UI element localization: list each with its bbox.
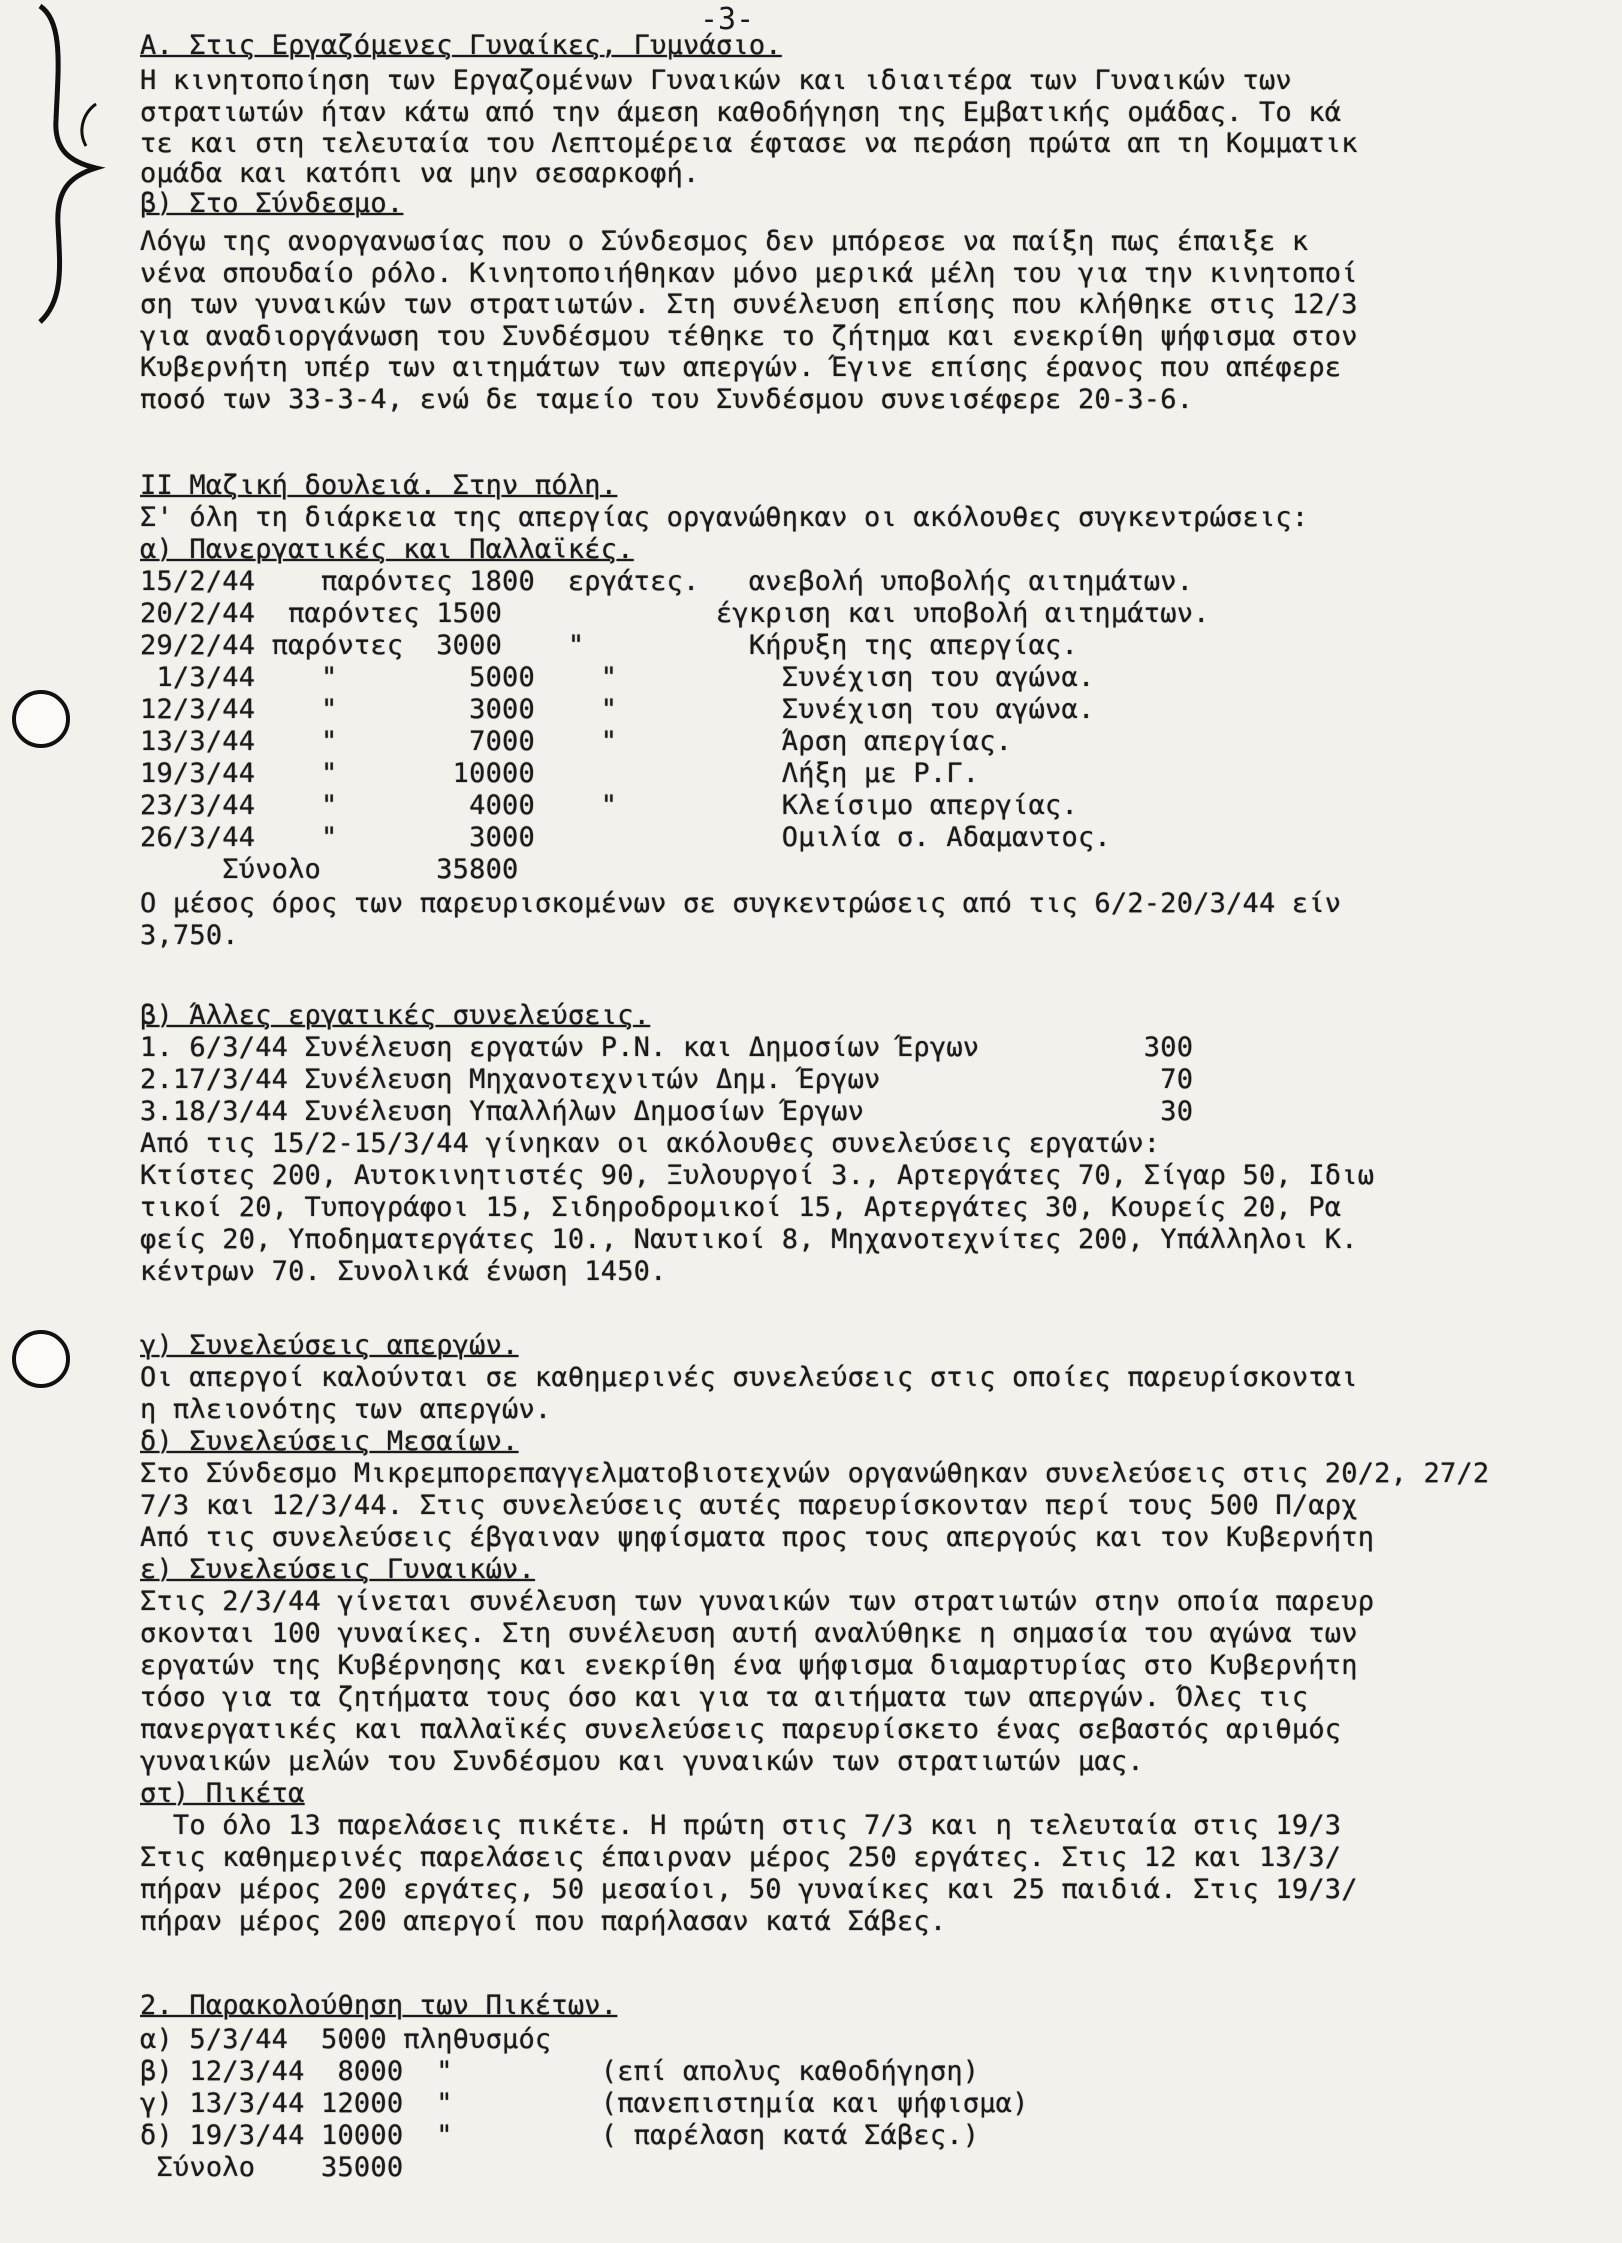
text-line: Στις 2/3/44 γίνεται συνέλευση των γυναικών των στρατιωτών στην οποία παρευρ xyxy=(140,1586,1375,1617)
text-line: ποσό των 33-3-4, ενώ δε ταμείο του Συνδέσμου συνεισέφερε 20-3-6. xyxy=(140,384,1194,415)
text-line: πανεργατικές και παλλαϊκές συνελεύσεις παρευρίσκετο ένας σεβαστός αριθμός xyxy=(140,1714,1342,1745)
text-line: φείς 20, Υποδηματεργάτες 10., Ναυτικοί 8, Μηχανοτεχνίτες 200, Υπάλληλοι Κ. xyxy=(140,1224,1358,1255)
text-line: 7/3 και 12/3/44. Στις συνελεύσεις αυτές παρευρίσκονταν περί τους 500 Π/αρχ xyxy=(140,1490,1358,1521)
text-line: τικοί 20, Τυπογράφοι 15, Σιδηροδρομικοί 15, Αρτεργάτες 30, Κουρείς 20, Ρα xyxy=(140,1192,1342,1223)
text-line: β) 12/3/44 8000 " (επί απολυς καθοδήγηση) xyxy=(140,2056,980,2087)
section-heading: β) Άλλες εργατικές συνελεύσεις. xyxy=(140,1000,651,1031)
text-line: 3,750. xyxy=(140,920,239,951)
text-line: νένα σπουδαίο ρόλο. Κινητοποιήθηκαν μόνο μερικά μέλη του για την κινητοποί xyxy=(140,258,1358,289)
text-line: Λόγω της ανοργανωσίας που ο Σύνδεσμος δεν μπόρεσε να παίξη πως έπαιξε κ xyxy=(140,226,1309,257)
text-line: Η κινητοποίηση των Εργαζομένων Γυναικών και ιδιαιτέρα των Γυναικών των xyxy=(140,65,1292,96)
text-line: πήραν μέρος 200 απεργοί που παρήλασαν κατά Σάβες. xyxy=(140,1906,947,1937)
text-line: για αναδιοργάνωση του Συνδέσμου τέθηκε το ζήτημα και ενεκρίθη ψήφισμα στον xyxy=(140,321,1358,352)
section-heading: στ) Πικέτα xyxy=(140,1778,305,1809)
text-line: 19/3/44 " 10000 Λήξη με Ρ.Γ. xyxy=(140,758,980,789)
text-line: 12/3/44 " 3000 " Συνέχιση του αγώνα. xyxy=(140,694,1095,725)
text-line: πήραν μέρος 200 εργάτες, 50 μεσαίοι, 50 γυναίκες και 25 παιδιά. Στις 19/3/ xyxy=(140,1874,1358,1905)
text-line: Το όλο 13 παρελάσεις πικέτε. Η πρώτη στις 7/3 και η τελευταία στις 19/3 xyxy=(140,1810,1342,1841)
section-heading: β) Στο Σύνδεσμο. xyxy=(140,188,404,219)
text-line: Κτίστες 200, Αυτοκινητιστές 90, Ξυλουργοί 3., Αρτεργάτες 70, Σίγαρ 50, Ιδιω xyxy=(140,1160,1375,1191)
page-number: -3- xyxy=(700,2,755,37)
text-line: στρατιωτών ήταν κάτω από την άμεση καθοδήγηση της Εμβατικής ομάδας. Το κά xyxy=(140,97,1342,128)
text-line: σκονται 100 γυναίκες. Στη συνέλευση αυτή αναλύθηκε η σημασία του αγώνα των xyxy=(140,1618,1358,1649)
section-heading: ε) Συνελεύσεις Γυναικών. xyxy=(140,1554,535,1585)
bracket-mark xyxy=(0,0,140,330)
text-line: Οι απεργοί καλούνται σε καθημερινές συνελεύσεις στις οποίες παρευρίσκονται xyxy=(140,1362,1358,1393)
text-line: α) 5/3/44 5000 πληθυσμός xyxy=(140,2024,552,2055)
section-heading: II Μαζική δουλειά. Στην πόλη. xyxy=(140,470,618,501)
text-line: Από τις 15/2-15/3/44 γίνηκαν οι ακόλουθες συνελεύσεις εργατών: xyxy=(140,1128,1161,1159)
text-line: Σ' όλη τη διάρκεια της απεργίας οργανώθηκαν οι ακόλουθες συγκεντρώσεις: xyxy=(140,502,1309,533)
section-heading: γ) Συνελεύσεις απεργών. xyxy=(140,1330,519,1361)
text-line: 3.18/3/44 Συνέλευση Υπαλλήλων Δημοσίων Έργων 30 xyxy=(140,1096,1194,1127)
section-heading: 2. Παρακολούθηση των Πικέτων. xyxy=(140,1990,618,2021)
text-line: κέντρων 70. Συνολικά ένωση 1450. xyxy=(140,1256,667,1287)
text-line: 13/3/44 " 7000 " Άρση απεργίας. xyxy=(140,726,1013,757)
punch-hole-top xyxy=(12,690,70,748)
text-line: γυναικών μελών του Συνδέσμου και γυναικών των στρατιωτών μας. xyxy=(140,1746,1144,1777)
text-line: 26/3/44 " 3000 Ομιλία σ. Αδαμαντος. xyxy=(140,822,1111,853)
text-line: η πλειονότης των απεργών. xyxy=(140,1394,552,1425)
text-line: εργατών της Κυβέρνησης και ενεκρίθη ένα ψήφισμα διαμαρτυρίας στο Κυβερνήτη xyxy=(140,1650,1358,1681)
text-line: Στο Σύνδεσμο Μικρεμπορεπαγγελματοβιοτεχνών οργανώθηκαν συνελεύσεις στις 20/2, 27/2 xyxy=(140,1458,1490,1489)
text-line: Σύνολο 35800 xyxy=(140,854,519,885)
text-line: 20/2/44 παρόντες 1500 έγκριση και υποβολή αιτημάτων. xyxy=(140,598,1210,629)
text-line: Σύνολο 35000 xyxy=(140,2152,404,2183)
punch-hole-middle xyxy=(12,1330,70,1388)
text-line: 23/3/44 " 4000 " Κλείσιμο απεργίας. xyxy=(140,790,1078,821)
section-heading: α) Πανεργατικές και Παλλαϊκές. xyxy=(140,534,634,565)
text-line: ση των γυναικών των στρατιωτών. Στη συνέλευση επίσης που κλήθηκε στις 12/3 xyxy=(140,289,1358,320)
text-line: 2.17/3/44 Συνέλευση Μηχανοτεχνιτών Δημ. Έργων 70 xyxy=(140,1064,1194,1095)
section-heading: δ) Συνελεύσεις Μεσαίων. xyxy=(140,1426,519,1457)
text-line: 15/2/44 παρόντες 1800 εργάτες. ανεβολή υποβολής αιτημάτων. xyxy=(140,566,1194,597)
text-line: δ) 19/3/44 10000 " ( παρέλαση κατά Σάβες.) xyxy=(140,2120,980,2151)
text-line: Από τις συνελεύσεις έβγαιναν ψηφίσματα προς τους απεργούς και τον Κυβερνήτη xyxy=(140,1522,1375,1553)
text-line: Στις καθημερινές παρελάσεις έπαιρναν μέρος 250 εργάτες. Στις 12 και 13/3/ xyxy=(140,1842,1342,1873)
text-line: γ) 13/3/44 12000 " (πανεπιστημία και ψήφισμα) xyxy=(140,2088,1029,2119)
text-line: 1/3/44 " 5000 " Συνέχιση του αγώνα. xyxy=(140,662,1095,693)
text-line: Ο μέσος όρος των παρευρισκομένων σε συγκεντρώσεις από τις 6/2-20/3/44 είν xyxy=(140,888,1342,919)
text-line: 1. 6/3/44 Συνέλευση εργατών Ρ.Ν. και Δημοσίων Έργων 300 xyxy=(140,1032,1194,1063)
section-heading: A. Στις Εργαζόμενες Γυναίκες, Γυμνάσιο. xyxy=(140,30,782,61)
text-line: ομάδα και κατόπι να μην σεσαρκοφή. xyxy=(140,158,700,189)
text-line: 29/2/44 παρόντες 3000 " Κήρυξη της απεργίας. xyxy=(140,630,1078,661)
text-line: τόσο για τα ζητήματα τους όσο και για τα αιτήματα των απεργών. Όλες τις xyxy=(140,1682,1309,1713)
text-line: Κυβερνήτη υπέρ των αιτημάτων των απεργών. Έγινε επίσης έρανος που απέφερε xyxy=(140,352,1342,383)
text-line: τε και στη τελευταία του Λεπτομέρεια έφτασε να περάση πρώτα απ τη Κομματικ xyxy=(140,128,1358,159)
